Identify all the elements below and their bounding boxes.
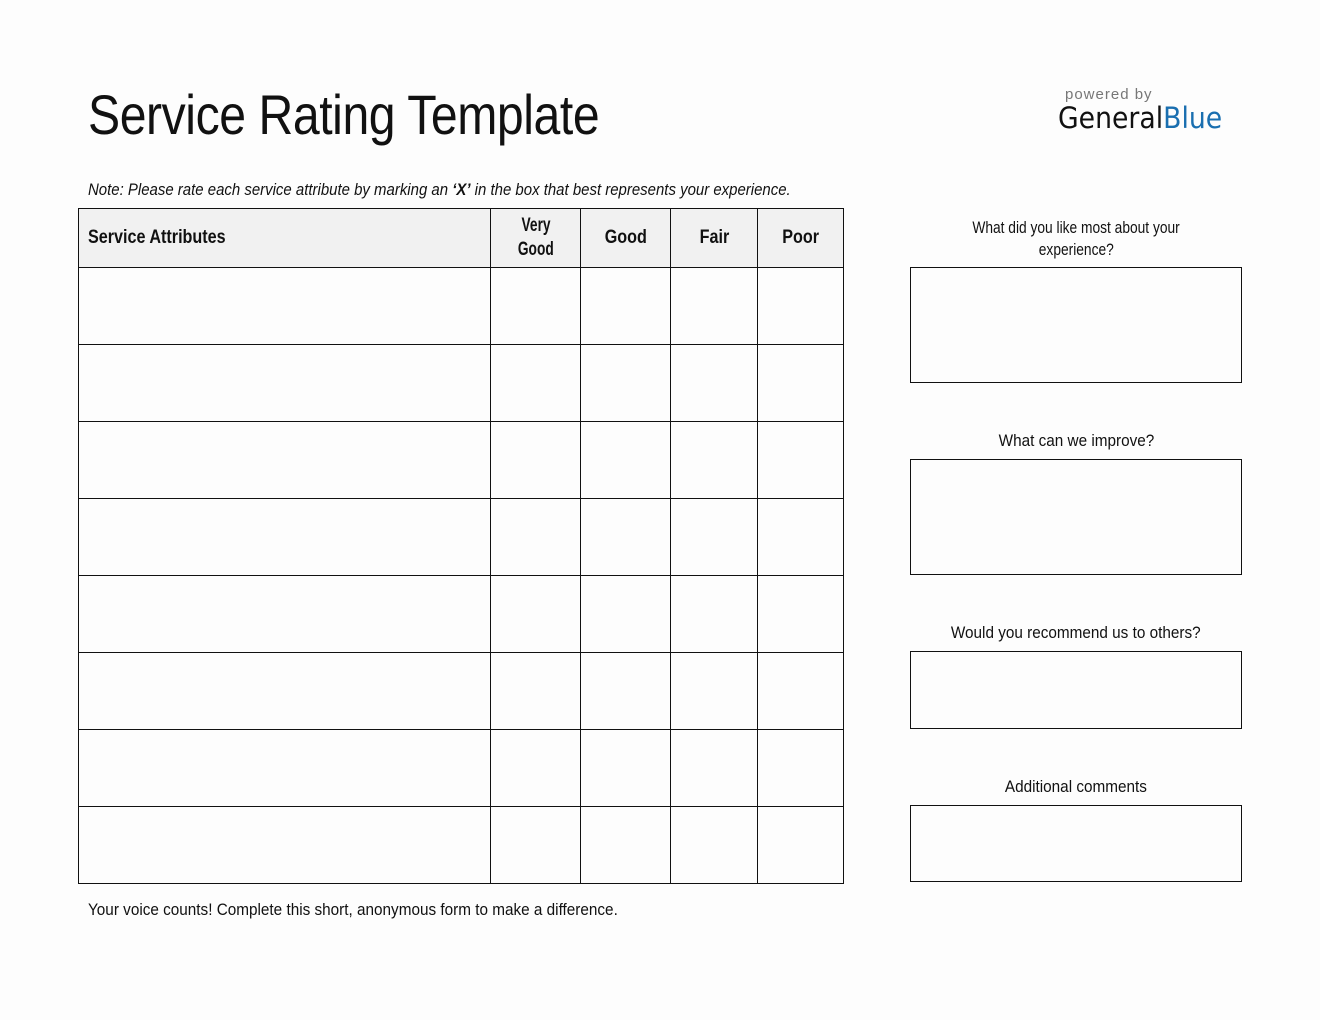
very-good-cell[interactable]: [491, 345, 581, 422]
table-row: [79, 807, 844, 884]
table-row: [79, 499, 844, 576]
brand-name-blue: Blue: [1163, 101, 1223, 135]
very-good-cell[interactable]: [491, 422, 581, 499]
good-cell[interactable]: [581, 422, 671, 499]
poor-cell[interactable]: [758, 807, 844, 884]
attribute-cell[interactable]: [79, 576, 491, 653]
very-good-cell[interactable]: [491, 730, 581, 807]
fair-cell[interactable]: [671, 807, 758, 884]
attribute-cell[interactable]: [79, 730, 491, 807]
note-mark: ‘X’: [452, 180, 471, 199]
question-additional-comments-label: Additional comments: [1004, 777, 1148, 796]
question-liked-most-label: What did you like most about your experience?: [972, 218, 1180, 259]
good-cell[interactable]: [581, 576, 671, 653]
table-row: [79, 422, 844, 499]
brand-name-general: General: [1058, 101, 1164, 135]
attribute-cell[interactable]: [79, 345, 491, 422]
good-cell[interactable]: [581, 499, 671, 576]
powered-by-label: powered by: [1065, 86, 1153, 103]
additional-comments-box[interactable]: [910, 805, 1242, 882]
liked-most-answer-box[interactable]: [910, 267, 1242, 383]
table-header-row: [79, 209, 844, 268]
fair-cell[interactable]: [671, 576, 758, 653]
column-header-very-good: Very Good: [491, 209, 581, 268]
table-row: [79, 345, 844, 422]
very-good-cell[interactable]: [491, 576, 581, 653]
poor-cell[interactable]: [758, 345, 844, 422]
question-recommend-label: Would you recommend us to others?: [951, 623, 1201, 642]
good-cell[interactable]: [581, 268, 671, 345]
good-cell[interactable]: [581, 730, 671, 807]
very-good-cell[interactable]: [491, 268, 581, 345]
good-cell[interactable]: [581, 345, 671, 422]
note-prefix: Note: Please rate each service attribute by marking an: [88, 180, 453, 199]
column-header-good: Good: [581, 209, 671, 268]
footer-message: Your voice counts! Complete this short, anonymous form to make a difference.: [88, 900, 618, 919]
column-header-poor: Poor: [758, 209, 844, 268]
note-suffix: in the box that best represents your experience.: [470, 180, 791, 199]
poor-cell[interactable]: [758, 653, 844, 730]
fair-cell[interactable]: [671, 499, 758, 576]
rating-table: [78, 208, 844, 884]
fair-cell[interactable]: [671, 268, 758, 345]
recommend-answer-box[interactable]: [910, 651, 1242, 729]
fair-cell[interactable]: [671, 345, 758, 422]
table-row: [79, 268, 844, 345]
table-row: [79, 576, 844, 653]
fair-cell[interactable]: [671, 653, 758, 730]
poor-cell[interactable]: [758, 422, 844, 499]
fair-cell[interactable]: [671, 730, 758, 807]
brand-logo: [1058, 86, 1223, 135]
instruction-note: [88, 180, 791, 200]
poor-cell[interactable]: [758, 499, 844, 576]
attribute-cell[interactable]: [79, 422, 491, 499]
table-row: [79, 653, 844, 730]
very-good-cell[interactable]: [491, 653, 581, 730]
page-title: Service Rating Template: [88, 83, 600, 146]
column-header-service-attributes: Service Attributes: [79, 209, 491, 268]
attribute-cell[interactable]: [79, 653, 491, 730]
question-improve-label: What can we improve?: [998, 431, 1154, 450]
poor-cell[interactable]: [758, 730, 844, 807]
attribute-cell[interactable]: [79, 807, 491, 884]
brand-name: [1058, 101, 1223, 135]
attribute-cell[interactable]: [79, 499, 491, 576]
fair-cell[interactable]: [671, 422, 758, 499]
table-row: [79, 730, 844, 807]
attribute-cell[interactable]: [79, 268, 491, 345]
good-cell[interactable]: [581, 653, 671, 730]
poor-cell[interactable]: [758, 576, 844, 653]
very-good-cell[interactable]: [491, 807, 581, 884]
very-good-cell[interactable]: [491, 499, 581, 576]
column-header-fair: Fair: [671, 209, 758, 268]
good-cell[interactable]: [581, 807, 671, 884]
improve-answer-box[interactable]: [910, 459, 1242, 575]
poor-cell[interactable]: [758, 268, 844, 345]
